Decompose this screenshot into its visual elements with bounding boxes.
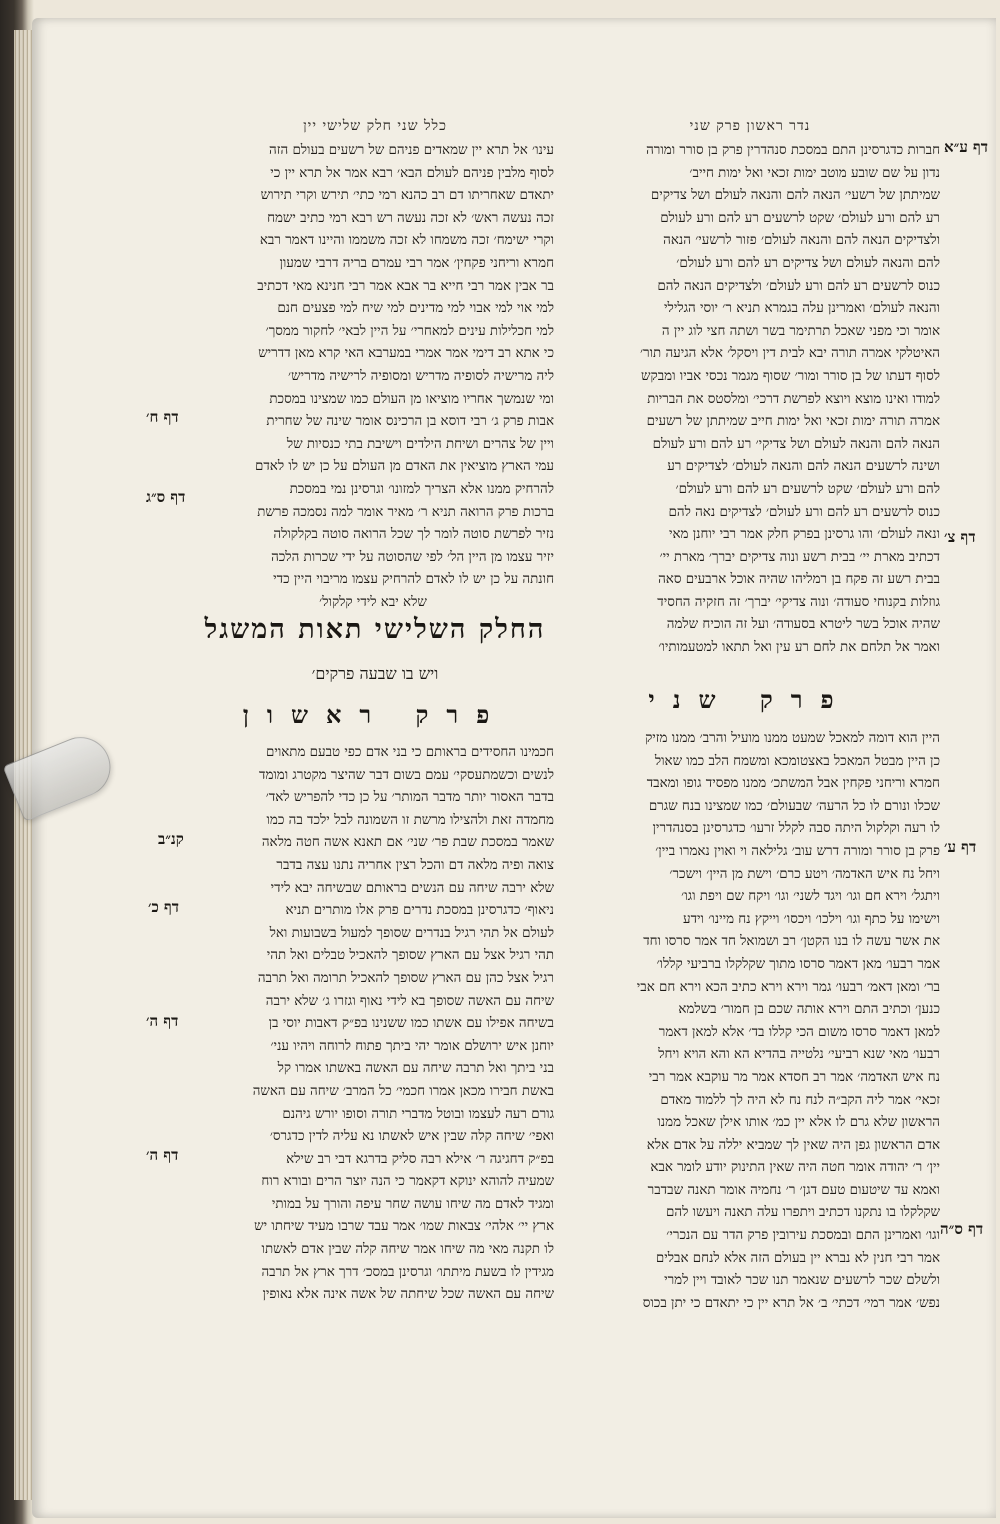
- text-line: ומי שנמשך אחריו מוציאו מן העולם כמו שמצינו במסכת: [269, 391, 554, 407]
- margin-note: קנ״ב: [158, 830, 184, 848]
- text-line: לסוף מלבין פניהם לעולם הבא׳ רבא אמר אל תרא יין כי: [270, 165, 554, 181]
- text-line: שלא ירבה שיחה עם הנשים בראותם שבשיחה יבא לידי: [270, 880, 554, 896]
- text-line: ונאה לעולם׳ והו גרסינן בפרק חלק אמר רבי יוחנן מאי: [668, 527, 940, 543]
- text-line: דכתיב מארת יי׳ בבית רשע ונוה צדיקים יברך׳ מארת יי׳: [659, 549, 940, 565]
- text-line: ואמא עד שיטעום טעם דגן׳ ר׳ נחמיה אומר תאנה שבדבר: [647, 1182, 940, 1198]
- text-line: ארץ יי׳ אלהי׳ צבאות שמו׳ אמר עבד שרבו מעיד שיחתו יש: [254, 1219, 554, 1235]
- text-line: נח איש האדמה׳ אמר רב חסדא אמר מר עוקבא אמר רבי: [648, 1069, 940, 1085]
- margin-note: דף ה׳: [146, 1012, 179, 1030]
- text-line: עמי הארץ מוציאין את האדם מן העולם על כן יש לו לאדם: [255, 459, 554, 475]
- margin-note: דף ה׳: [146, 1146, 179, 1164]
- text-line: באשת חבירו מכאן אמרו חכמי׳ כל המרב׳ שיחה עם האשה: [252, 1083, 554, 1099]
- text-line: בפ״ק דחגיגה ר׳ אילא רבה סליק בדרגא דבי רב שילא: [286, 1151, 554, 1167]
- text-line: יין׳ ר׳ יהודה אומר חטה היה שאין התינוק יודע לומר אבא: [650, 1160, 940, 1176]
- margin-note: דף ח׳: [146, 408, 179, 426]
- text-line: יוחנן איש ירושלם אומר יהי ביתך פתוח לרוחה ויהיו עני׳: [270, 1038, 554, 1054]
- text-line: למי חכלילות עינים למאחרי׳ על היין לבאי׳ לחקור ממסך׳: [265, 323, 554, 339]
- text-line: ברכות פרק הרואה תניא ר׳ מאיר אומר למה נסמכה פרשת: [257, 504, 554, 520]
- running-head-left: כלל שני חלק שלישי יין: [303, 118, 447, 134]
- text-line: לסוף דעתו של בן סורר ומור׳ שסוף מגמר נכסי אביו ומבקש: [641, 368, 940, 384]
- text-line: למודו ואינו מוצא ויוצא לפרשת דרכי׳ ומלסטס את הבריות: [647, 391, 940, 407]
- text-line: ושינה לרשעים הנאה להם והנאה לעולם׳ לצדיקים רע: [667, 459, 940, 475]
- margin-note: דף ס״ג: [146, 488, 186, 506]
- text-line: חמרא וריחני פקחין אבל המשתכ׳ ממנו מפסיד גופו ומאבד: [646, 776, 940, 792]
- text-line: היין הוא דומה למאכל שמעט ממנו מועיל והרב׳ ממנו מזיק: [645, 731, 940, 746]
- text-line: שהיה אוכל בשר ליטרא בסעודה׳ ועל זה הוכיח שלמה: [666, 617, 940, 633]
- text-line: האיטלקי אמרה תורה יבא לבית דין ויסקל׳ אלא הגיעה תור׳: [639, 346, 940, 362]
- text-line: צואה ופיה מלאה דם והכל רצין אחריה נתנו עצה בדבר: [276, 857, 554, 873]
- text-line: רע להם ורע לעולם׳ שקט לרשעים רע להם ורע לעולם: [660, 210, 940, 226]
- margin-note: דף צ׳: [944, 528, 976, 546]
- text-line: וקרי ישימח׳ זכה משמחו לא זכה משממו והיינו דאמר רבא: [259, 233, 554, 249]
- text-line: ויתגל׳ וירא חם וגו׳ ויגד לשני׳ וגו׳ ויקח שם ויפת וגו׳: [681, 889, 940, 905]
- text-line: מגידין לו בשעת מיתתו׳ וגרסינן במסכ׳ דרך ארץ אל תרבה: [261, 1264, 554, 1280]
- text-line: שיחה עם האשה שכל שיחתה של אשה אינה אלא נאופין: [262, 1287, 554, 1303]
- text-line: נפש׳ אמר רמי׳ דכתי׳ ב׳ אל תרא יין כי יתאדם כי יתן בכוס: [642, 1295, 940, 1311]
- text-line: שמיתתן של רשעי׳ הנאה להם והנאה לעולם ושל צדיקים: [650, 188, 940, 204]
- text-line: ואמר אל תלחם את לחם רע עין ואל תתאו למטעמותיו׳: [658, 640, 940, 656]
- text-line: אבות פרק ג׳ רבי דוסא בן הרכינס אומר שינה של שחרית: [266, 414, 554, 430]
- text-line: גורם רעה לעצמו ובוטל מדברי תורה וסופו יורש גיהנם: [282, 1106, 554, 1122]
- text-line: בר׳ ומאן דאמ׳ רבעו׳ גמר וירא וירא כתיב הכא וירא חם אבי: [636, 979, 940, 995]
- text-line: ואפי׳ שיחה קלה שבין איש לאשתו נא עליה לדין כדגרס׳: [269, 1129, 554, 1145]
- margin-note: דף ס״ה: [940, 1220, 984, 1238]
- text-line: לעולם אל תהי רגיל בנדרים שסופך למעול בשבועות ואל: [269, 925, 554, 941]
- left-column-lower: [192, 742, 554, 1307]
- text-line: רגיל אצל כהן עם הארץ שסופך להאכיל תרומה ואל תרבה: [257, 970, 554, 986]
- running-head-right: נדר ראשון פרק שני: [689, 118, 811, 134]
- text-line: ניאוף׳ כדגרסינן במסכת נדרים פרק אלו מותרים תניא: [285, 903, 554, 919]
- text-line: לנשים וכשמתעסקי׳ עמם בשום דבר שהיצר מקטרג ומומד: [259, 767, 554, 783]
- text-line: כנען׳ וכתיב התם וירא אותה שכם בן חמור׳ בשלמא: [678, 1002, 940, 1018]
- text-line: לו תקנה מאי מה שיחו אמר שיחה קלה שבין אדם לאשתו: [261, 1242, 554, 1258]
- text-line: שאמר במסכת שבת פר׳ שני׳ אם תאנא אשה חטה מלאה: [261, 835, 554, 851]
- text-line: להרחיק ממנו אלא הצריך למזונו׳ וגרסינן נמי במסכת: [289, 481, 554, 497]
- text-line: כנוס לרשעים רע להם ורע לעולם׳ לצדיקים נאה להם: [668, 504, 940, 520]
- text-line: בבית רשע זה פקח בן רמליהו שהיה אוכל ארבעים סאה: [658, 572, 940, 588]
- text-line: גוזלות בקנוחי סעודה׳ ונוה צדיקי׳ יברך׳ זה חזקיה החסיד: [657, 594, 940, 610]
- text-line: שמעיה להוהא ינוקא דקאמר כי הנה יוצר הרים ובורא רוח: [261, 1174, 554, 1190]
- text-line: בשיחה אפילו עם אשתו כמו ששנינו בפ״ק דאבות יוסי בן: [268, 1016, 554, 1032]
- text-line: ויין של צהרים ושיחת הילדים וישיבת בתי כנסיות של: [286, 436, 554, 452]
- left-column-upper: [192, 140, 554, 614]
- section-title: החלק השלישי תאות המשגל: [204, 614, 546, 645]
- text-line: חמרא וריחני פקחין׳ אמר רבי עמרם בריה דרבי שמעון: [279, 255, 554, 271]
- text-line: חכמינו החסידים בראותם כי בני אדם כפי טבעם מתאוים: [265, 745, 554, 760]
- text-line: עינו׳ אל תרא יין שמאדים פניהם של רשעים בעולם הזה: [269, 143, 554, 158]
- text-line: אומר וכי מפני שאכל תרתימר בשר ושתה חצי לוג יין ה: [661, 323, 940, 339]
- text-line: אמר רבעו׳ מאן דאמר סרסו מתוך שקלקלו ברביעי קללו׳: [656, 956, 940, 972]
- text-line: יזיר עצמו מן היין הל׳ לפי שהסוטה על ידי שכרות הלכה: [271, 549, 554, 565]
- text-line: כי אתא רב דימי אמר אמרי במערבא האי קרא מאן דדריש: [258, 346, 554, 362]
- text-line: זכה נעשה ראש׳ לא זכה נעשה רש רבא רמי כתיב ישמח: [267, 210, 554, 226]
- text-line: הראשון שלא גרם לו אלא יין כמ׳ אותו אילן שאכל ממנו: [657, 1115, 940, 1131]
- margin-note-folio: דף ע״א: [944, 138, 989, 156]
- chapter-heading-left: פרק ראשון: [242, 700, 508, 729]
- text-line: מחמדה זאת ולהצילו מרשת זו השמונה לבל ילכד בה כמו: [266, 812, 554, 828]
- text-line: חברות כדגרסינן התם במסכת סנהדרין פרק בן סורר ומורה: [646, 143, 940, 158]
- text-line: חונתה על כן יש לו לאדם להרחיק עצמו מריבוי היין כדי: [273, 572, 554, 588]
- text-line: אמר רבי חנין לא נברא יין בעולם הזה אלא לנחם אבלים: [655, 1250, 940, 1266]
- text-line: ליה מרישיה לסופיה מדריש ומסופיה לרישיה מדריש׳: [288, 368, 554, 384]
- text-line: תהי רגיל אצל עם הארץ שסופך להאכיל טבלים ואל תהי: [266, 948, 554, 964]
- text-line: להם והנאה לעולם ושל צדיקים רע להם ורע לעולם׳: [676, 255, 940, 271]
- text-line: למאן דאמר סרסו משום הכי קללו בד׳ אלא למאן דאמר: [658, 1024, 940, 1040]
- text-line: כן היין מבטל המאכל באצטומכא ומשמח הלב כמו שאול: [654, 753, 940, 769]
- right-column-lower: [552, 728, 940, 1315]
- text-line: שקלקלו בו נתקנו דכתיב ויתפרו עלה תאנה ויעשו להם: [666, 1205, 940, 1221]
- text-line: וגו׳ ואמרינן התם ובמסכת עירובין פרק הדר עם הנכרי׳: [666, 1228, 940, 1244]
- text-line: שיחה עם האשה שסופך בא לידי נאוף וגזרו ג׳ שלא ירבה: [265, 993, 554, 1009]
- text-line: שכלו ונורם לו כל הרעה׳ שבעולם׳ כמו שמצינו בנח שגרם: [648, 798, 940, 814]
- text-line: וישימו על כתף וגו׳ וילכו׳ ויכסו׳ וייקץ נח מיינו׳ וידע: [683, 911, 940, 927]
- text-line: פרק בן סורר ומורה דרש עוב׳ גלילאה וי ואוין נאמרו ביין׳: [655, 843, 940, 859]
- text-line: ויחל נח איש האדמה׳ ויטע כרם׳ וישת מן היין׳ וישכר׳: [669, 866, 940, 882]
- text-line: את אשר עשה לו בנו הקטן׳ רב ושמואל חד אמר סרסו וחד: [643, 934, 940, 950]
- text-line: זכאי׳ אמר ליה הקב״ה לנח נח לא היה לך ללמוד מאדם: [660, 1092, 940, 1108]
- text-line: להם ורע לעולם׳ שקט לרשעים רע להם ורע לעולם׳: [675, 481, 940, 497]
- text-line: אמרה תורה ימות זכאי ואל ימות חייב שמיתתן של רשעים: [646, 414, 940, 430]
- text-line: נזיר לפרשת סוטה לומר לך שכל הרואה סוטה בקלקולה: [273, 527, 554, 543]
- margin-note: דף ע׳: [944, 838, 977, 856]
- text-line: ומגיד לאדם מה שיחו עושה שחר עיפה והורך על במותי: [271, 1196, 554, 1212]
- chapter-heading-right: פרק שני: [648, 685, 852, 714]
- text-line: כנוס לרשעים רע להם ורע לעולם׳ ולצדיקים הנאה להם: [657, 278, 940, 294]
- text-line: למי אוי למי אבוי למי מדינים למי שיח למי פצעים חנם: [277, 301, 554, 317]
- text-line: והנאה לעולם׳ ואמרינן עלה בגמרא תניא ר׳ יוסי הגלילי: [664, 301, 940, 317]
- margin-note: דף כ׳: [148, 898, 180, 916]
- text-line: בר אבין אמר רבי חייא בר אבא אמר רבי חנינא מאי דכתיב: [257, 278, 554, 294]
- text-line: יתאדם שאחריתו דם רב כהנא רמי כתי׳ תירש וקרי תירוש: [260, 188, 554, 204]
- text-line: נדון על שם שובע מוטב ימות זכאי ואל ימות חייב׳: [689, 165, 940, 181]
- right-column-upper: [552, 140, 940, 660]
- text-line: רבעו׳ מאי שנא רביעי׳ נלטייה בהדיא הא והא הויא ויחל: [658, 1047, 940, 1063]
- text-line: ולשלם שכר לרשעים שנאמר תנו שכר לאובד ויין למרי: [664, 1273, 940, 1289]
- section-subtitle: ויש בו שבעה פרקים׳: [311, 664, 439, 683]
- text-line: ולצדיקים הנאה להם והנאה לעולם׳ פזור לרשעי׳ הנאה: [663, 233, 940, 249]
- text-line: אדם הראשון גפן היה שאין לך שמביא יללה על אדם אלא: [646, 1137, 940, 1153]
- text-line: שלא יבא לידי קלקול׳: [319, 594, 427, 610]
- text-line: בני ביתך ואל תרבה שיחה עם האשה באשתו אמרו קל: [277, 1061, 554, 1077]
- text-line: לו רעה וקלקול היתה סבה לקלל זרעו׳ כדגרסינן בסנהדרין: [652, 821, 940, 837]
- text-line: בדבר האסור יותר מדבר המותר׳ על כן כדי להפריש לאד׳: [265, 790, 554, 806]
- text-line: הנאה להם והנאה לעולם ושל צדיקי׳ רע להם ורע לעולם: [652, 436, 940, 452]
